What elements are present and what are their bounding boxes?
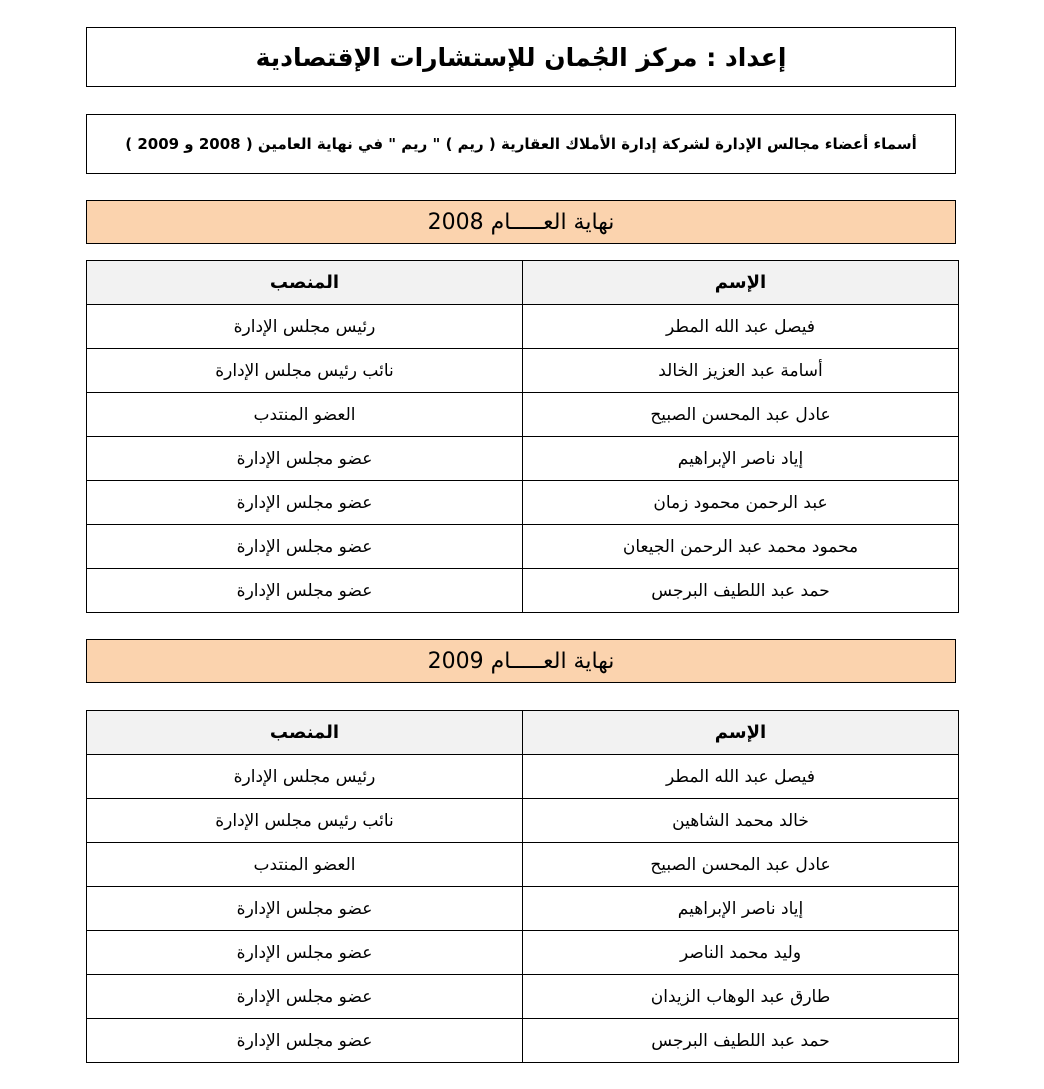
member-name: عادل عبد المحسن الصبيح [523,393,959,437]
member-name: أسامة عبد العزيز الخالد [523,349,959,393]
table-row [87,887,959,931]
board-table-2009 [86,710,959,1063]
member-name: فيصل عبد الله المطر [523,305,959,349]
document-subtitle [86,114,956,174]
table-row [87,305,959,349]
member-name: وليد محمد الناصر [523,931,959,975]
table-row [87,393,959,437]
member-name: محمود محمد عبد الرحمن الجيعان [523,525,959,569]
year-2009-label: نهاية العـــــام 2009 [427,648,615,674]
member-name: عبد الرحمن محمود زمان [523,481,959,525]
member-name: عادل عبد المحسن الصبيح [523,843,959,887]
member-position: نائب رئيس مجلس الإدارة [87,799,523,843]
member-name: فيصل عبد الله المطر [523,755,959,799]
member-position: عضو مجلس الإدارة [87,525,523,569]
table-row [87,569,959,613]
member-position: العضو المنتدب [87,843,523,887]
table-row [87,931,959,975]
document-title-text: إعداد : مركز الجُمان للإستشارات الإقتصادية [255,42,787,72]
table-row [87,349,959,393]
board-table-2008 [86,260,959,613]
member-position: عضو مجلس الإدارة [87,1019,523,1063]
table-row [87,755,959,799]
column-header-position: المنصب [87,261,523,305]
member-name: إياد ناصر الإبراهيم [523,437,959,481]
year-2009-header [86,639,956,683]
table-row [87,481,959,525]
column-header-position: المنصب [87,711,523,755]
year-2008-header [86,200,956,244]
member-position: العضو المنتدب [87,393,523,437]
table-row [87,975,959,1019]
member-name: إياد ناصر الإبراهيم [523,887,959,931]
member-position: عضو مجلس الإدارة [87,931,523,975]
column-header-name: الإسم [523,261,959,305]
member-position: رئيس مجلس الإدارة [87,755,523,799]
member-position: عضو مجلس الإدارة [87,437,523,481]
member-name: طارق عبد الوهاب الزيدان [523,975,959,1019]
member-name: خالد محمد الشاهين [523,799,959,843]
member-name: حمد عبد اللطيف البرجس [523,569,959,613]
member-name: حمد عبد اللطيف البرجس [523,1019,959,1063]
member-position: عضو مجلس الإدارة [87,975,523,1019]
member-position: رئيس مجلس الإدارة [87,305,523,349]
member-position: عضو مجلس الإدارة [87,569,523,613]
member-position: عضو مجلس الإدارة [87,887,523,931]
table-header-row [87,261,959,305]
member-position: نائب رئيس مجلس الإدارة [87,349,523,393]
member-position: عضو مجلس الإدارة [87,481,523,525]
table-row [87,1019,959,1063]
document-title [86,27,956,87]
table-row [87,843,959,887]
year-2008-label: نهاية العـــــام 2008 [427,209,615,235]
table-row [87,437,959,481]
table-row [87,799,959,843]
table-row [87,525,959,569]
column-header-name: الإسم [523,711,959,755]
document-subtitle-text: أسماء أعضاء مجالس الإدارة لشركة إدارة الأملاك العقارية ( ريم ) " ريم " في نهاية العامين ( 2008 و 2009 ) [125,135,917,153]
table-header-row [87,711,959,755]
